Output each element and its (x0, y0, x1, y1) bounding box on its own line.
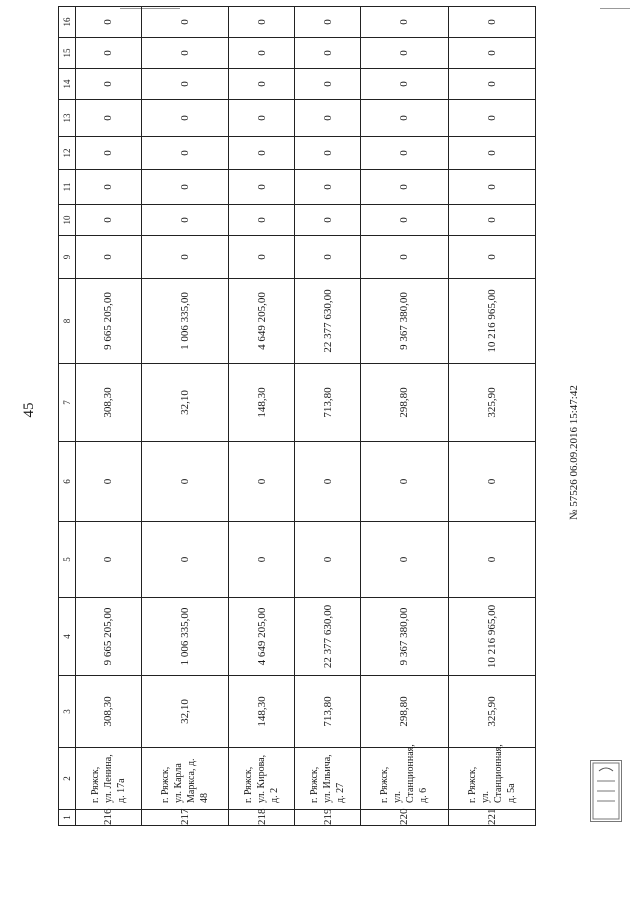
value-cell-col-8: 22 377 630,00 (295, 279, 361, 364)
column-number-cell: 2 (59, 748, 76, 810)
value-cell-col-14: 0 (76, 69, 142, 100)
value-cell-col-4: 1 006 335,00 (141, 598, 228, 676)
value-cell-col-5: 0 (141, 522, 228, 598)
row-number-cell: 221 (448, 810, 535, 826)
value-cell-col-8: 4 649 205,00 (229, 279, 295, 364)
value-cell-col-5: 0 (229, 522, 295, 598)
value-cell-col-11: 0 (76, 170, 142, 205)
value-cell-col-9: 0 (295, 236, 361, 279)
value-cell-col-4: 22 377 630,00 (295, 598, 361, 676)
value-cell-col-11: 0 (229, 170, 295, 205)
value-cell-col-8: 9 367 380,00 (361, 279, 448, 364)
table-row (361, 7, 448, 826)
column-number-cell: 13 (59, 100, 76, 137)
value-cell-col-9: 0 (448, 236, 535, 279)
value-cell-col-13: 0 (448, 100, 535, 137)
value-cell-col-3: 713,80 (295, 676, 361, 748)
value-cell-col-15: 0 (295, 38, 361, 69)
row-number-cell: 217 (141, 810, 228, 826)
registration-stamp: № 57526 06.09.2016 15:47:42 (568, 385, 580, 520)
value-cell-col-6: 0 (295, 442, 361, 522)
value-cell-col-13: 0 (361, 100, 448, 137)
value-cell-col-5: 0 (361, 522, 448, 598)
value-cell-col-10: 0 (229, 205, 295, 236)
value-cell-col-9: 0 (229, 236, 295, 279)
column-number-cell: 14 (59, 69, 76, 100)
value-cell-col-10: 0 (448, 205, 535, 236)
column-number-cell: 6 (59, 442, 76, 522)
value-cell-col-14: 0 (229, 69, 295, 100)
row-number-cell: 219 (295, 810, 361, 826)
value-cell-col-7: 308,30 (76, 364, 142, 442)
value-cell-col-3: 308,30 (76, 676, 142, 748)
value-cell-col-5: 0 (448, 522, 535, 598)
value-cell-col-15: 0 (361, 38, 448, 69)
address-cell (229, 748, 295, 810)
row-number-cell: 220 (361, 810, 448, 826)
value-cell-col-6: 0 (361, 442, 448, 522)
value-cell-col-14: 0 (141, 69, 228, 100)
address-city: г. Ряжск, (243, 766, 255, 803)
column-number-cell: 7 (59, 364, 76, 442)
column-number-cell: 3 (59, 676, 76, 748)
value-cell-col-12: 0 (448, 137, 535, 170)
stamp-logo-icon (590, 760, 622, 822)
column-number-row (59, 7, 76, 826)
value-cell-col-3: 148,30 (229, 676, 295, 748)
address-cell (76, 748, 142, 810)
address-cell (295, 748, 361, 810)
value-cell-col-8: 1 006 335,00 (141, 279, 228, 364)
column-number-cell: 4 (59, 598, 76, 676)
value-cell-col-13: 0 (295, 100, 361, 137)
column-number-cell: 12 (59, 137, 76, 170)
value-cell-col-14: 0 (448, 69, 535, 100)
table-row (229, 7, 295, 826)
rotated-table-container (58, 14, 536, 826)
address-street: ул. Станционная, д. 5а (479, 744, 517, 803)
value-cell-col-6: 0 (141, 442, 228, 522)
value-cell-col-16: 0 (76, 7, 142, 38)
value-cell-col-15: 0 (76, 38, 142, 69)
value-cell-col-4: 9 665 205,00 (76, 598, 142, 676)
column-number-cell: 9 (59, 236, 76, 279)
value-cell-col-3: 298,80 (361, 676, 448, 748)
scan-mark (600, 8, 630, 9)
table-row (141, 7, 228, 826)
value-cell-col-8: 10 216 965,00 (448, 279, 535, 364)
value-cell-col-7: 713,80 (295, 364, 361, 442)
value-cell-col-15: 0 (229, 38, 295, 69)
value-cell-col-5: 0 (76, 522, 142, 598)
value-cell-col-16: 0 (141, 7, 228, 38)
address-cell (448, 744, 535, 810)
address-city: г. Ряжск, (309, 766, 321, 803)
value-cell-col-11: 0 (295, 170, 361, 205)
address-street: ул. Карла Маркса, д. 48 (173, 758, 211, 803)
value-cell-col-15: 0 (141, 38, 228, 69)
value-cell-col-16: 0 (229, 7, 295, 38)
value-cell-col-11: 0 (141, 170, 228, 205)
address-city: г. Ряжск, (466, 766, 478, 803)
value-cell-col-6: 0 (76, 442, 142, 522)
value-cell-col-5: 0 (295, 522, 361, 598)
address-street: ул. Ильича, д. 27 (322, 754, 347, 803)
value-cell-col-7: 298,80 (361, 364, 448, 442)
column-number-cell: 10 (59, 205, 76, 236)
column-number-cell: 15 (59, 38, 76, 69)
value-cell-col-15: 0 (448, 38, 535, 69)
address-city: г. Ряжск, (379, 766, 391, 803)
value-cell-col-12: 0 (229, 137, 295, 170)
value-cell-col-9: 0 (141, 236, 228, 279)
value-cell-col-4: 4 649 205,00 (229, 598, 295, 676)
column-number-cell: 1 (59, 810, 76, 826)
value-cell-col-11: 0 (361, 170, 448, 205)
value-cell-col-13: 0 (229, 100, 295, 137)
value-cell-col-7: 325,90 (448, 364, 535, 442)
address-city: г. Ряжск, (89, 766, 101, 803)
value-cell-col-4: 9 367 380,00 (361, 598, 448, 676)
value-cell-col-12: 0 (295, 137, 361, 170)
page-number: 45 (21, 402, 37, 418)
value-cell-col-14: 0 (295, 69, 361, 100)
value-cell-col-13: 0 (141, 100, 228, 137)
table-row (76, 7, 142, 826)
column-number-cell: 16 (59, 7, 76, 38)
value-cell-col-10: 0 (295, 205, 361, 236)
value-cell-col-9: 0 (76, 236, 142, 279)
address-cell (361, 744, 448, 810)
column-number-cell: 5 (59, 522, 76, 598)
value-cell-col-7: 32,10 (141, 364, 228, 442)
value-cell-col-7: 148,30 (229, 364, 295, 442)
column-number-cell: 11 (59, 170, 76, 205)
value-cell-col-10: 0 (76, 205, 142, 236)
value-cell-col-3: 325,90 (448, 676, 535, 748)
value-cell-col-10: 0 (141, 205, 228, 236)
address-street: ул. Станционная, д. 6 (392, 744, 430, 803)
data-table (58, 6, 536, 826)
value-cell-col-16: 0 (448, 7, 535, 38)
row-number-cell: 216 (76, 810, 142, 826)
value-cell-col-10: 0 (361, 205, 448, 236)
column-number-cell: 8 (59, 279, 76, 364)
value-cell-col-12: 0 (361, 137, 448, 170)
value-cell-col-16: 0 (295, 7, 361, 38)
value-cell-col-12: 0 (76, 137, 142, 170)
row-number-cell: 218 (229, 810, 295, 826)
value-cell-col-13: 0 (76, 100, 142, 137)
value-cell-col-8: 9 665 205,00 (76, 279, 142, 364)
value-cell-col-6: 0 (448, 442, 535, 522)
table-row (448, 7, 535, 826)
address-cell (141, 748, 228, 810)
value-cell-col-3: 32,10 (141, 676, 228, 748)
value-cell-col-12: 0 (141, 137, 228, 170)
value-cell-col-4: 10 216 965,00 (448, 598, 535, 676)
value-cell-col-14: 0 (361, 69, 448, 100)
address-city: г. Ряжск, (160, 766, 172, 803)
value-cell-col-6: 0 (229, 442, 295, 522)
table-row (295, 7, 361, 826)
address-street: ул. Ленина, д. 17а (102, 754, 127, 803)
value-cell-col-16: 0 (361, 7, 448, 38)
address-street: ул. Кирова, д. 2 (256, 754, 281, 803)
value-cell-col-11: 0 (448, 170, 535, 205)
value-cell-col-9: 0 (361, 236, 448, 279)
